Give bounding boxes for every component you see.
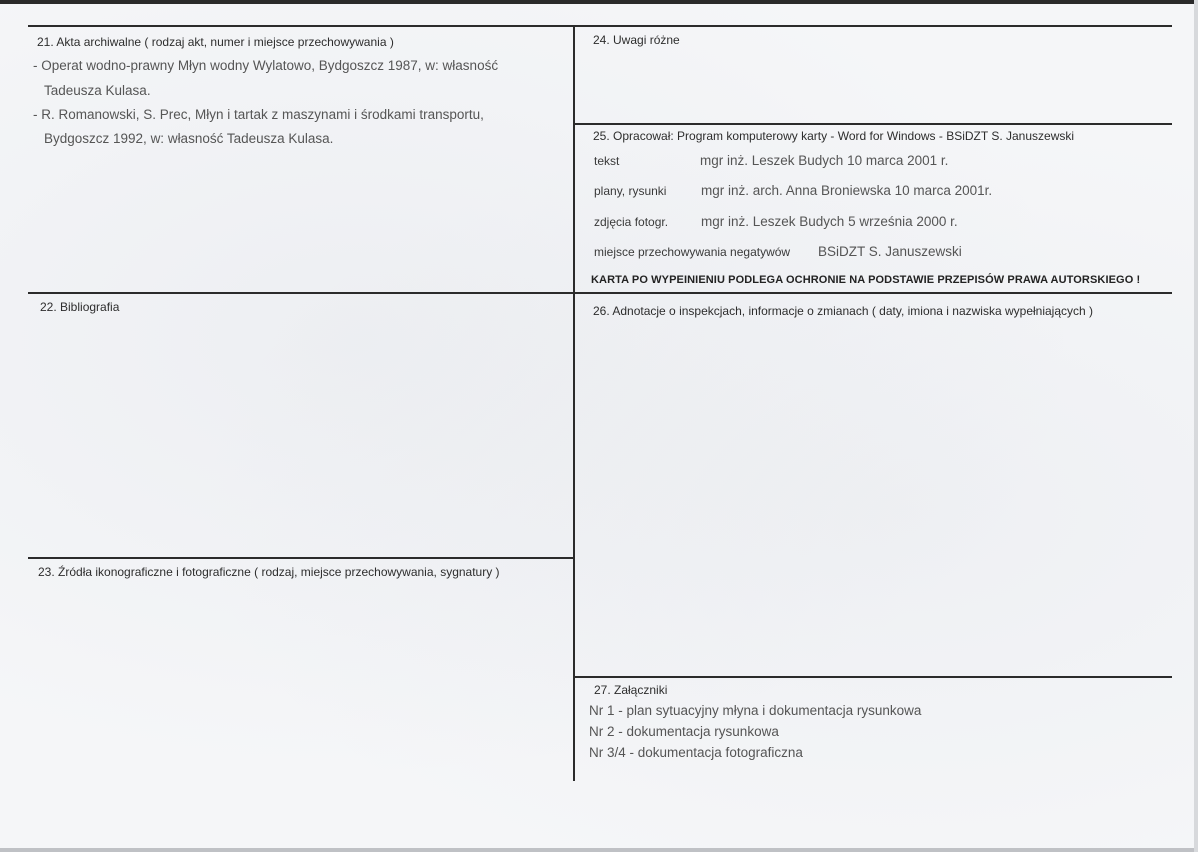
section-24-heading: 24. Uwagi różne — [593, 33, 680, 47]
section-25-value: mgr inż. arch. Anna Broniewska 10 marca 2001r. — [701, 183, 993, 198]
top-edge-band — [0, 0, 1198, 4]
section-21-item: Bydgoszcz 1992, w: własność Tadeusza Kulasa. — [44, 131, 334, 146]
section-26-heading: 26. Adnotacje o inspekcjach, informacje o zmianach ( daty, imiona i nazwiska wypełniających ) — [593, 304, 1094, 318]
copyright-notice: KARTA PO WYPEINIENIU PODLEGA OCHRONIE NA PODSTAWIE PRZEPISÓW PRAWA AUTORSKIEGO ! — [591, 274, 1141, 286]
rule-24-25 — [574, 123, 1172, 125]
rule-22-23 — [28, 557, 574, 559]
section-22-heading: 22. Bibliografia — [40, 300, 120, 314]
attachment-item: Nr 2 - dokumentacja rysunkowa — [589, 724, 779, 739]
section-25-value: BSiDZT S. Januszewski — [818, 244, 962, 259]
rule-21-22 — [28, 292, 574, 294]
section-25-value: mgr inż. Leszek Budych 10 marca 2001 r. — [700, 153, 949, 168]
section-21-heading: 21. Akta archiwalne ( rodzaj akt, numer i miejsce przechowywania ) — [37, 35, 394, 49]
section-25-label: miejsce przechowywania negatywów — [594, 245, 791, 259]
right-edge-band — [1194, 0, 1198, 852]
section-25-label: plany, rysunki — [594, 184, 667, 198]
section-21-item: - R. Romanowski, S. Prec, Młyn i tartak z maszynami i środkami transportu, — [33, 107, 484, 122]
bottom-edge-band — [0, 848, 1198, 852]
rule-25-26 — [574, 292, 1172, 294]
section-27-heading: 27. Załączniki — [594, 683, 668, 697]
section-21-item: Tadeusza Kulasa. — [44, 83, 151, 98]
top-rule — [28, 25, 1172, 27]
section-25-value: mgr inż. Leszek Budych 5 września 2000 r. — [701, 214, 958, 229]
center-divider — [573, 25, 575, 781]
attachment-item: Nr 3/4 - dokumentacja fotograficzna — [589, 745, 803, 760]
section-25-label: tekst — [594, 154, 620, 168]
section-25-label: zdjęcia fotogr. — [594, 215, 669, 229]
attachment-item: Nr 1 - plan sytuacyjny młyna i dokumentacja rysunkowa — [589, 703, 922, 718]
section-23-heading: 23. Źródła ikonograficzne i fotograficzne ( rodzaj, miejsce przechowywania, sygnatury ) — [38, 565, 500, 579]
rule-26-27 — [574, 676, 1172, 678]
section-25-heading: 25. Opracował: Program komputerowy karty - Word for Windows - BSiDZT S. Januszewski — [593, 129, 1075, 143]
section-21-item: - Operat wodno-prawny Młyn wodny Wylatowo, Bydgoszcz 1987, w: własność — [33, 58, 499, 73]
